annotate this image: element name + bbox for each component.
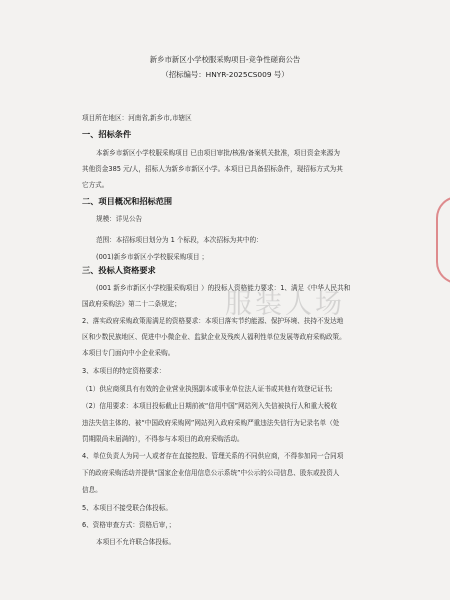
- paragraph-line: (001)新乡市新区小学校服采购项目 ；: [96, 253, 209, 261]
- paragraph-line: 罚期限尚未届满的），不得参与本项目的政府采购活动。: [82, 435, 244, 443]
- paragraph-line: 其他资金385 元/人，招标人为新乡市新区小学。本项目已具备招标条件，现招标方式为其: [82, 165, 343, 173]
- paragraph-line: 信息。: [82, 486, 102, 494]
- red-seal-stamp: [436, 196, 450, 284]
- paragraph-line: 范围：本招标项目划分为 1 个标段，本次招标为其中的：: [96, 236, 263, 244]
- paragraph-line: 违法失信主体的、被“中国政府采购网”网站列入政府采购严重违法失信行为记录名单（处: [82, 419, 340, 427]
- tender-number: （招标编号：HNYR-2025CS009 号）: [161, 70, 289, 79]
- paragraph-line: (001 新乡市新区小学校服采购项目 ）的投标人资格能力要求：1、满足《中华人民共和: [96, 284, 351, 292]
- paragraph-line: 它方式。: [82, 181, 109, 189]
- paragraph-line: 4、单位负责人为同一人或者存在直接控股、管理关系的不同供应商，不得参加同一合同项: [82, 452, 344, 460]
- document-title: 新乡市新区小学校服采购项目-竞争性磋商公告: [149, 55, 301, 64]
- section-heading-1: 一、招标条件: [82, 129, 132, 139]
- watermark: 服装人场: [225, 289, 345, 320]
- paragraph-line: 2、落实政府采购政策需满足的资格要求：本项目落实节约能源、保护环境、扶持不发达地: [82, 317, 344, 325]
- paragraph-line: 3、本项目的特定资格要求：: [82, 367, 166, 375]
- paragraph-line: （2）信用要求：本项目投标截止日期前被“信用中国”网站列入失信被执行人和重大税收: [82, 402, 337, 410]
- paragraph-line: 本项目不允许联合体投标。: [96, 538, 176, 546]
- section-heading-2: 二、项目概况和招标范围: [82, 196, 173, 206]
- paragraph-line: 本新乡市新区小学校服采购项目 已由项目审批/核准/备案机关批准，项目资金来源为: [96, 149, 340, 157]
- paragraph-line: 规模：详见公告: [96, 215, 143, 223]
- paragraph-line: 区和少数民族地区、促进中小微企业、监狱企业及残疾人福利性单位发展等政府采购政策。: [82, 333, 346, 341]
- project-location: 项目所在地区：河南省,新乡市,市辖区: [82, 114, 192, 122]
- section-heading-3: 三、投标人资格要求: [82, 265, 156, 275]
- paragraph-line: 5、本项目不接受联合体投标。: [82, 504, 172, 512]
- paragraph-line: （1）供应商须具有有效的企业营业执照副本或事业单位法人证书或其他有效登记证书;: [82, 385, 333, 393]
- paragraph-line: 本项目专门面向中小企业采购。: [82, 349, 175, 357]
- paragraph-line: 国政府采购法》第二十二条规定；: [82, 300, 181, 308]
- paragraph-line: 6、资格审查方式：资格后审，；: [82, 521, 176, 529]
- paragraph-line: 下的政府采购活动并提供“国家企业信用信息公示系统”中公示的公司信息、股东或投资人: [82, 469, 340, 477]
